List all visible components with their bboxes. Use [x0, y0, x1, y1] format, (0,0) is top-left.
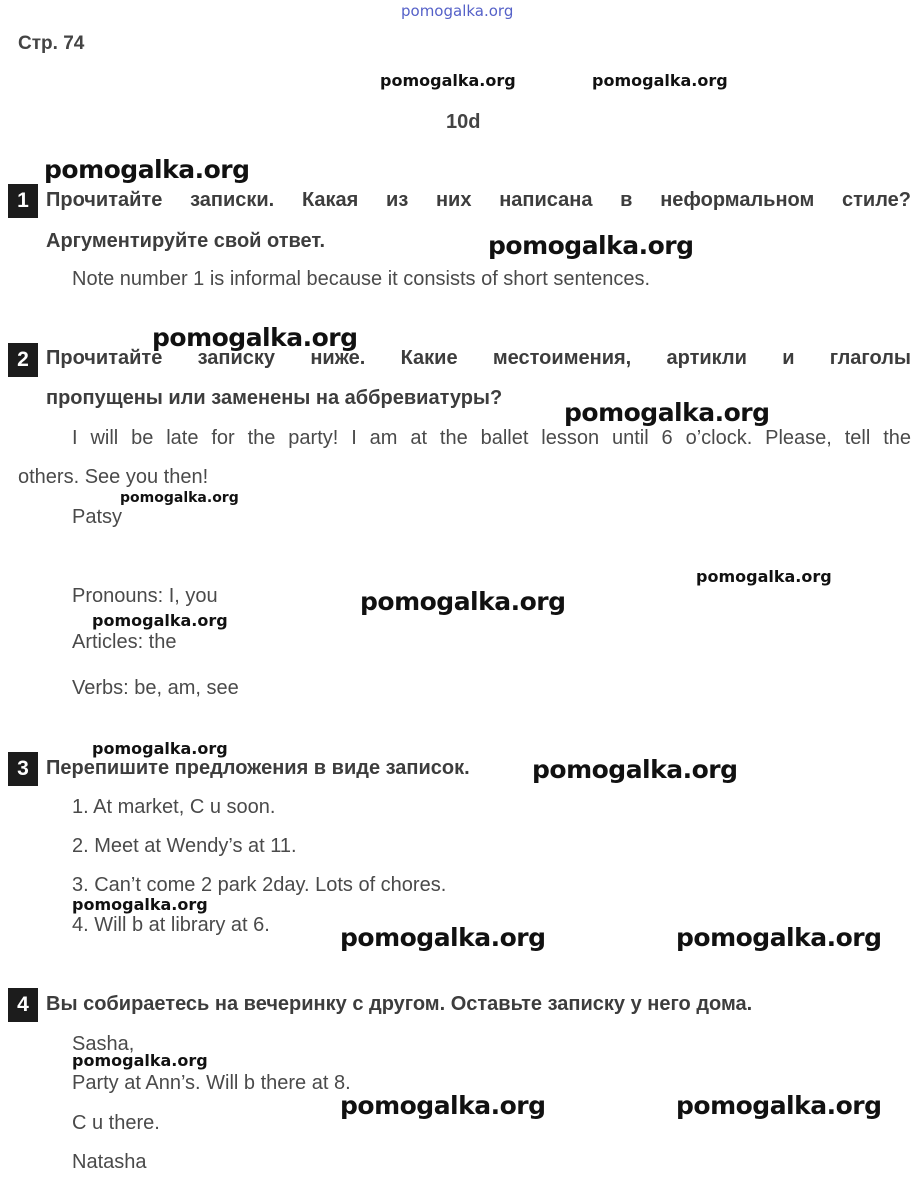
watermark: pomogalka.org	[360, 587, 566, 616]
task-1-instruction-line2: Аргументируйте свой ответ.	[46, 230, 326, 252]
task-2-signature: Patsy	[72, 506, 123, 528]
task-3-answer-2: 2. Meet at Wendy’s at 11.	[72, 835, 297, 857]
watermark: pomogalka.org	[696, 567, 832, 586]
task-2-articles: Articles: the	[72, 631, 177, 653]
task-3-answer-4: 4. Will b at library at 6.	[72, 914, 270, 936]
task-number-1: 1	[8, 184, 38, 218]
task-2-pronouns: Pronouns: I, you	[72, 585, 218, 607]
watermark: pomogalka.org	[72, 1051, 208, 1070]
task-3-answer-1: 1. At market, C u soon.	[72, 796, 276, 818]
watermark: pomogalka.org	[340, 1091, 546, 1120]
task-number-2: 2	[8, 343, 38, 377]
task-2-instruction-line1: Прочитайте записку ниже. Какие местоимения, артикли и глаголы	[46, 347, 911, 369]
task-4-line-4: Natasha	[72, 1151, 147, 1173]
task-4-instruction: Вы собираетесь на вечеринку с другом. Оставьте записку у него дома.	[46, 993, 753, 1015]
task-number-3: 3	[8, 752, 38, 786]
watermark: pomogalka.org	[532, 755, 738, 784]
page-label: Стр. 74	[18, 33, 85, 54]
watermark: pomogalka.org	[564, 398, 770, 427]
task-3-instruction: Перепишите предложения в виде записок.	[46, 757, 470, 779]
task-1-instruction-line1: Прочитайте записки. Какая из них написана в неформальном стиле?	[46, 189, 911, 211]
watermark: pomogalka.org	[340, 923, 546, 952]
watermark: pomogalka.org	[488, 231, 694, 260]
task-2-note-line1: I will be late for the party! I am at the ballet lesson until 6 o’clock. Please, tell the	[72, 427, 911, 449]
task-2-instruction-line2: пропущены или заменены на аббревиатуры?	[46, 387, 503, 409]
watermark: pomogalka.org	[92, 611, 228, 630]
watermark: pomogalka.org	[676, 923, 882, 952]
watermark: pomogalka.org	[72, 895, 208, 914]
task-number-4: 4	[8, 988, 38, 1022]
watermark: pomogalka.org	[120, 490, 239, 506]
watermark: pomogalka.org	[44, 155, 250, 184]
watermark: pomogalka.org	[380, 71, 516, 90]
task-3-answer-3: 3. Can’t come 2 park 2day. Lots of chores.	[72, 874, 447, 896]
task-2-note-line2: others. See you then!	[18, 466, 209, 488]
watermark: pomogalka.org	[592, 71, 728, 90]
watermark: pomogalka.org	[152, 323, 358, 352]
watermark: pomogalka.org	[676, 1091, 882, 1120]
task-4-line-1: Sasha,	[72, 1033, 135, 1055]
task-4-line-3: C u there.	[72, 1112, 160, 1134]
watermark: pomogalka.org	[92, 739, 228, 758]
task-4-line-2: Party at Ann’s. Will b there at 8.	[72, 1072, 351, 1094]
unit-title: 10d	[446, 111, 481, 133]
task-1-answer: Note number 1 is informal because it consists of short sentences.	[72, 268, 651, 290]
watermark-top: pomogalka.org	[401, 2, 514, 20]
task-2-verbs: Verbs: be, am, see	[72, 677, 239, 699]
